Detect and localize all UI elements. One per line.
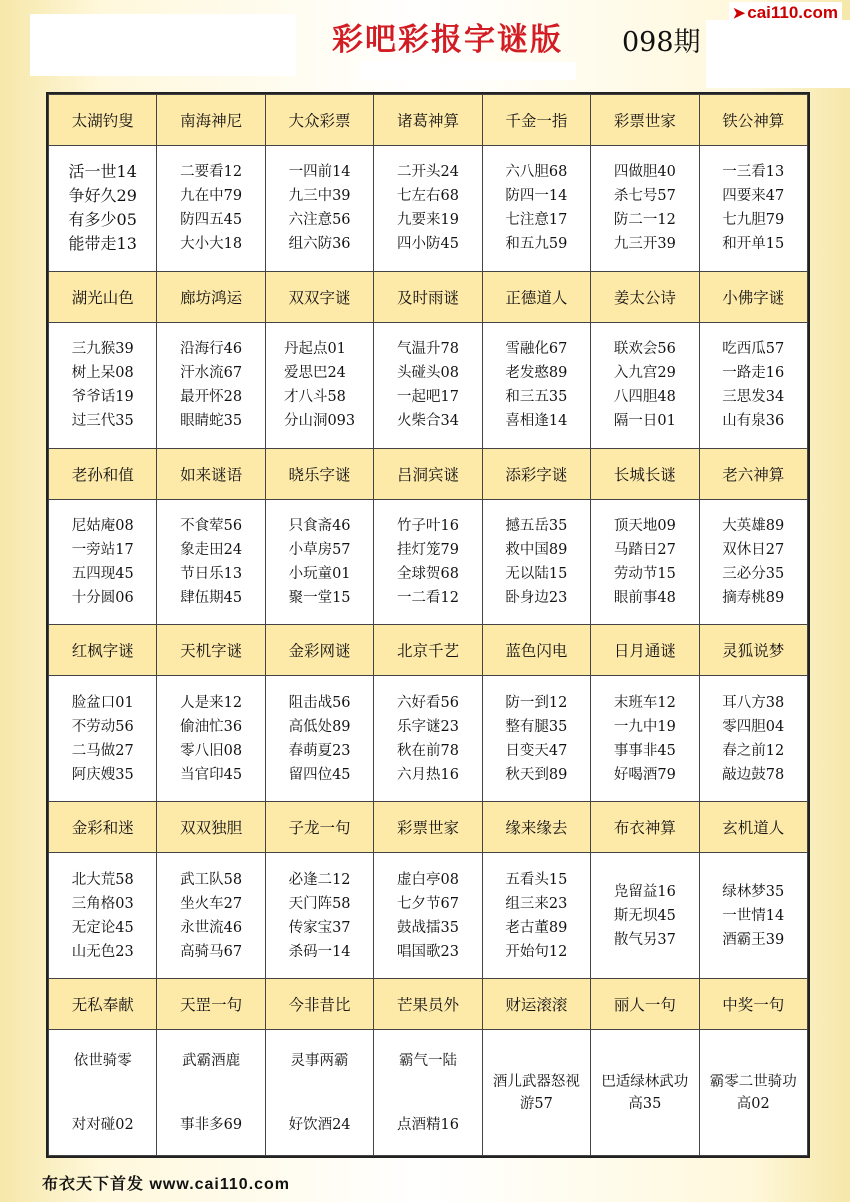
- riddle-line: 末班车12: [613, 694, 676, 711]
- riddle-line: 必逢二12: [288, 871, 351, 888]
- riddle-line: 沿海行46: [180, 341, 243, 358]
- riddle-line: 耳八方38: [722, 694, 785, 711]
- riddle-line: 喜相逢14: [505, 413, 568, 430]
- riddle-line: 小玩童01: [288, 566, 351, 583]
- column-header: 今非昔比: [265, 979, 373, 1030]
- column-header: 蓝色闪电: [482, 625, 590, 676]
- riddle-cell: [157, 853, 265, 979]
- riddle-line: 活一世14: [68, 161, 137, 181]
- column-header: 丽人一句: [591, 979, 699, 1030]
- column-header: 老六神算: [699, 448, 807, 499]
- riddle-line: 六注意56: [288, 212, 351, 229]
- riddle-line: 和五九59: [505, 236, 568, 253]
- column-header: 彩票世家: [591, 95, 699, 146]
- riddle-line: 一四前14: [288, 164, 351, 181]
- riddle-lines: [72, 868, 134, 964]
- riddle-lines: [505, 160, 567, 256]
- riddle-line: 和三五35: [505, 389, 568, 406]
- riddle-line: 组六防36: [288, 236, 351, 253]
- riddle-lines: [180, 160, 242, 256]
- riddle-line: 撼五岳35: [505, 518, 568, 535]
- riddle-lines: [289, 514, 351, 610]
- riddle-cell: [699, 676, 807, 802]
- riddle-line: 九要来19: [397, 212, 459, 229]
- header-row: [49, 979, 808, 1030]
- riddle-line: 隔一日01: [613, 413, 676, 430]
- riddle-line: 偷油忙36: [180, 718, 243, 735]
- riddle-line: 救中国89: [505, 542, 568, 559]
- riddle-line: 零八旧08: [180, 742, 243, 759]
- riddle-line: 过三代35: [71, 413, 134, 430]
- riddle-line: 小草房57: [288, 542, 351, 559]
- riddle-line: 人是来12: [180, 694, 243, 711]
- riddle-cell: [591, 145, 699, 271]
- column-header: 红枫字谜: [49, 625, 157, 676]
- riddle-line: 三角格03: [71, 895, 134, 912]
- riddle-lines: [505, 337, 567, 433]
- riddle-line: 好饮酒24: [288, 1116, 351, 1133]
- riddle-line: 二开头24: [397, 164, 459, 181]
- riddle-cell: [482, 1030, 590, 1156]
- header-row: [49, 625, 808, 676]
- riddle-line: 才八斗58: [283, 389, 346, 406]
- riddle-cell: [265, 676, 373, 802]
- riddle-line: 事非多69: [180, 1116, 243, 1133]
- riddle-line: 六八胆68: [505, 164, 568, 181]
- riddle-lines: [614, 880, 676, 952]
- riddle-lines: [157, 1049, 264, 1137]
- riddle-line: 四小防45: [397, 236, 459, 253]
- riddle-line: 聚一堂15: [288, 590, 351, 607]
- riddle-line: 鼓战擂35: [397, 919, 459, 936]
- riddle-line: 树上呆08: [71, 365, 134, 382]
- riddle-line: 七注意17: [505, 212, 568, 229]
- riddle-board: [46, 92, 810, 1158]
- riddle-line: 汗水流67: [180, 365, 243, 382]
- riddle-line: 灵事两霸: [290, 1052, 349, 1069]
- riddle-line: 唱国歌23: [397, 943, 459, 960]
- riddle-lines: [180, 337, 242, 433]
- riddle-line: 爱思巴24: [283, 365, 346, 382]
- column-header: 双双字谜: [265, 271, 373, 322]
- riddle-line: 脸盆口01: [71, 694, 134, 711]
- riddle-line: 劳动节15: [613, 566, 676, 583]
- riddle-line: 四要来47: [722, 188, 785, 205]
- riddle-line: 绿林梦35: [722, 883, 785, 900]
- riddle-lines: [397, 514, 459, 610]
- riddle-lines: [505, 691, 567, 787]
- riddle-cell: [157, 145, 265, 271]
- riddle-lines: [722, 880, 784, 952]
- riddle-lines: [614, 337, 676, 433]
- riddle-lines: [289, 691, 351, 787]
- riddle-cell: [699, 322, 807, 448]
- content-row: [49, 499, 808, 625]
- riddle-cell: [49, 322, 157, 448]
- riddle-line: 坐火车27: [180, 895, 243, 912]
- column-header: 芒果员外: [374, 979, 482, 1030]
- riddle-line: 眼睛蛇35: [180, 413, 243, 430]
- header-row: [49, 271, 808, 322]
- column-header: 中奖一句: [699, 979, 807, 1030]
- riddle-line: 摘寿桃89: [722, 590, 785, 607]
- column-header: 长城长谜: [591, 448, 699, 499]
- column-header: 吕洞宾谜: [374, 448, 482, 499]
- header-row: [49, 802, 808, 853]
- riddle-line: 传家宝37: [288, 919, 351, 936]
- header-row: [49, 448, 808, 499]
- column-header: 财运滚滚: [482, 979, 590, 1030]
- riddle-line: 丹起点01: [283, 341, 346, 358]
- riddle-line: 和开单15: [722, 236, 785, 253]
- riddle-cell: [482, 145, 590, 271]
- riddle-line: 八四胆48: [613, 389, 676, 406]
- column-header: 姜太公诗: [591, 271, 699, 322]
- riddle-cell: [374, 322, 482, 448]
- riddle-line: 六好看56: [397, 694, 459, 711]
- riddle-line: 三思发34: [722, 389, 785, 406]
- riddle-lines: [289, 868, 351, 964]
- riddle-cell: [482, 322, 590, 448]
- riddle-line: 无定论45: [71, 919, 134, 936]
- riddle-lines: [397, 868, 459, 964]
- riddle-line: 火柴合34: [397, 413, 459, 430]
- riddle-line: 十分圆06: [71, 590, 134, 607]
- riddle-line: 山有泉36: [722, 413, 785, 430]
- riddle-line: 五四现45: [71, 566, 134, 583]
- column-header: 添彩字谜: [482, 448, 590, 499]
- column-header: 双双独胆: [157, 802, 265, 853]
- riddle-line: 高骑马67: [180, 943, 243, 960]
- riddle-line: 北大荒58: [71, 871, 134, 888]
- riddle-cell: [265, 499, 373, 625]
- riddle-lines: [49, 1049, 156, 1137]
- column-header: 千金一指: [482, 95, 590, 146]
- riddle-line: 秋天到89: [505, 766, 568, 783]
- riddle-line: 争好久29: [68, 185, 137, 205]
- riddle-lines: [72, 337, 134, 433]
- riddle-line: 一旁站17: [71, 542, 134, 559]
- riddle-line: 不劳动56: [71, 718, 134, 735]
- column-header: 老孙和值: [49, 448, 157, 499]
- column-header: 如来谜语: [157, 448, 265, 499]
- riddle-line: 象走田24: [180, 542, 243, 559]
- riddle-cell: [591, 499, 699, 625]
- riddle-line: 联欢会56: [613, 341, 676, 358]
- riddle-cell: [157, 676, 265, 802]
- riddle-line: 防二一12: [613, 212, 676, 229]
- riddle-lines: [180, 868, 242, 964]
- riddle-line: 眼前事48: [613, 590, 676, 607]
- riddle-line: 酒儿武器怒视游57: [492, 1073, 580, 1112]
- riddle-line: 三必分35: [722, 566, 785, 583]
- riddle-line: 高低处89: [288, 718, 351, 735]
- riddle-line: 山无色23: [71, 943, 134, 960]
- riddle-line: 不食荤56: [180, 518, 243, 535]
- riddle-line: 二马做27: [71, 742, 134, 759]
- content-row: [49, 1030, 808, 1156]
- riddle-line: 当官印45: [180, 766, 243, 783]
- riddle-line: 一起吧17: [397, 389, 459, 406]
- riddle-line: 节日乐13: [180, 566, 243, 583]
- riddle-line: 头碰头08: [397, 365, 459, 382]
- riddle-line: 事事非45: [613, 742, 676, 759]
- riddle-cell: [49, 853, 157, 979]
- riddle-lines: [72, 691, 134, 787]
- riddle-line: 能带走13: [68, 233, 137, 253]
- riddle-line: 九在中79: [180, 188, 243, 205]
- riddle-lines: [180, 514, 242, 610]
- riddle-table: [48, 94, 808, 1156]
- riddle-line: 爷爷话19: [71, 389, 134, 406]
- riddle-line: 凫留益16: [613, 883, 676, 900]
- column-header: 日月通谜: [591, 625, 699, 676]
- riddle-cell: [374, 676, 482, 802]
- riddle-lines: [614, 514, 676, 610]
- riddle-line: 秋在前78: [397, 742, 459, 759]
- header-blank-area: [30, 14, 296, 76]
- riddle-line: 七左右68: [397, 188, 459, 205]
- riddle-cell: [699, 145, 807, 271]
- riddle-lines: [722, 514, 784, 610]
- riddle-line: 二要看12: [180, 164, 243, 181]
- riddle-cell: [374, 145, 482, 271]
- riddle-cell: [699, 1030, 807, 1156]
- riddle-line: 挂灯笼79: [397, 542, 459, 559]
- riddle-line: 霸零二世骑功高02: [709, 1073, 797, 1112]
- riddle-line: 竹子叶16: [397, 518, 459, 535]
- riddle-lines: [289, 160, 351, 256]
- header-blank-right: [706, 20, 850, 88]
- column-header: 玄机道人: [699, 802, 807, 853]
- riddle-line: 气温升78: [397, 341, 459, 358]
- riddle-line: 有多少05: [68, 209, 137, 229]
- riddle-cell: [157, 322, 265, 448]
- riddle-lines: [69, 160, 137, 256]
- riddle-line: 尼姑庵08: [71, 518, 134, 535]
- riddle-line: 虚白亭08: [397, 871, 459, 888]
- riddle-cell: [49, 499, 157, 625]
- riddle-line: 六月热16: [397, 766, 459, 783]
- riddle-cell: [265, 853, 373, 979]
- riddle-line: 马踏日27: [613, 542, 676, 559]
- content-row: [49, 145, 808, 271]
- riddle-lines: [397, 691, 459, 787]
- riddle-lines: [722, 160, 784, 256]
- riddle-lines: [614, 160, 676, 256]
- riddle-cell: [591, 322, 699, 448]
- riddle-line: 巴适绿林武功高35: [601, 1073, 689, 1112]
- riddle-cell: [591, 1030, 699, 1156]
- riddle-lines: [266, 1049, 373, 1137]
- column-header: 铁公神算: [699, 95, 807, 146]
- footer-credit: 布衣天下首发 www.cai110.com: [42, 1176, 291, 1193]
- riddle-line: 阻击战56: [288, 694, 351, 711]
- riddle-lines: [180, 691, 242, 787]
- riddle-line: 开始句12: [505, 943, 568, 960]
- riddle-line: 入九宫29: [613, 365, 676, 382]
- column-header: 大众彩票: [265, 95, 373, 146]
- site-badge-text: cai110.com: [747, 3, 838, 22]
- riddle-line: 一三看13: [722, 164, 785, 181]
- riddle-line: 一二看12: [397, 590, 459, 607]
- riddle-line: 春萌夏23: [288, 742, 351, 759]
- header-blank-strip: [360, 62, 576, 80]
- riddle-line: 一九中19: [613, 718, 676, 735]
- column-header: 南海神尼: [157, 95, 265, 146]
- riddle-line: 只食斋46: [288, 518, 351, 535]
- riddle-line: 双休日27: [722, 542, 785, 559]
- riddle-line: 点酒精16: [397, 1116, 459, 1133]
- riddle-line: 卧身边23: [505, 590, 568, 607]
- riddle-line: 防四五45: [180, 212, 243, 229]
- riddle-line: 老发憨89: [505, 365, 568, 382]
- riddle-line: 全球贺68: [397, 566, 459, 583]
- riddle-cell: [374, 1030, 482, 1156]
- header-row: [49, 95, 808, 146]
- riddle-line: 对对碰02: [71, 1116, 134, 1133]
- riddle-line: 七九胆79: [722, 212, 785, 229]
- riddle-line: 一路走16: [722, 365, 785, 382]
- column-header: 湖光山色: [49, 271, 157, 322]
- riddle-cell: [49, 676, 157, 802]
- riddle-line: 春之前12: [722, 742, 785, 759]
- riddle-cell: [374, 853, 482, 979]
- column-header: 天机字谜: [157, 625, 265, 676]
- riddle-lines: [284, 337, 355, 433]
- riddle-line: 武霸酒鹿: [182, 1052, 241, 1069]
- riddle-line: 吃西瓜57: [722, 341, 785, 358]
- riddle-cell: [591, 676, 699, 802]
- issue-number: 098期: [622, 27, 701, 58]
- riddle-line: 一世情14: [722, 907, 785, 924]
- riddle-line: 好喝酒79: [613, 766, 676, 783]
- riddle-cell: [374, 499, 482, 625]
- arrow-icon: ➤: [732, 5, 746, 22]
- riddle-cell: [482, 676, 590, 802]
- riddle-line: 九三开39: [613, 236, 676, 253]
- content-row: [49, 676, 808, 802]
- column-header: 晓乐字谜: [265, 448, 373, 499]
- riddle-line: 斯无坝45: [613, 907, 676, 924]
- riddle-lines: [722, 691, 784, 787]
- riddle-lines: [505, 514, 567, 610]
- riddle-line: 阿庆嫂35: [71, 766, 134, 783]
- column-header: 金彩网谜: [265, 625, 373, 676]
- riddle-line: 九三中39: [288, 188, 351, 205]
- riddle-cell: [265, 1030, 373, 1156]
- riddle-line: 日变天47: [505, 742, 568, 759]
- riddle-line: 最开怀28: [180, 389, 243, 406]
- column-header: 无私奉献: [49, 979, 157, 1030]
- riddle-lines: [397, 337, 459, 433]
- content-row: [49, 322, 808, 448]
- riddle-line: 永世流46: [180, 919, 243, 936]
- riddle-line: 老古董89: [505, 919, 568, 936]
- column-header: 廊坊鸿运: [157, 271, 265, 322]
- riddle-line: 防一到12: [505, 694, 568, 711]
- riddle-line: 分山洞093: [283, 413, 356, 430]
- riddle-line: 大英雄89: [722, 518, 785, 535]
- column-header: 诸葛神算: [374, 95, 482, 146]
- riddle-line: 武工队58: [180, 871, 243, 888]
- column-header: 天罡一句: [157, 979, 265, 1030]
- riddle-lines: [614, 691, 676, 787]
- riddle-line: 三九猴39: [71, 341, 134, 358]
- column-header: 北京千艺: [374, 625, 482, 676]
- riddle-cell: [157, 1030, 265, 1156]
- riddle-line: 大小大18: [180, 236, 243, 253]
- column-header: 小佛字谜: [699, 271, 807, 322]
- column-header: 正德道人: [482, 271, 590, 322]
- column-header: 及时雨谜: [374, 271, 482, 322]
- riddle-line: 防四一14: [505, 188, 568, 205]
- riddle-cell: [699, 853, 807, 979]
- riddle-line: 组三来23: [505, 895, 568, 912]
- riddle-cell: [699, 499, 807, 625]
- riddle-line: 散气另37: [613, 931, 676, 948]
- riddle-lines: [72, 514, 134, 610]
- riddle-line: 留四位45: [288, 766, 351, 783]
- riddle-cell: [157, 499, 265, 625]
- riddle-line: 依世骑零: [73, 1052, 132, 1069]
- riddle-line: 五看头15: [505, 871, 568, 888]
- riddle-line: 霸气一陆: [398, 1052, 457, 1069]
- content-row: [49, 853, 808, 979]
- riddle-line: 敲边鼓78: [722, 766, 785, 783]
- site-badge[interactable]: [729, 2, 842, 24]
- riddle-cell: [265, 322, 373, 448]
- riddle-cell: [482, 499, 590, 625]
- riddle-line: 乐字谜23: [397, 718, 459, 735]
- riddle-line: 天门阵58: [288, 895, 351, 912]
- riddle-cell: [591, 853, 699, 979]
- riddle-line: 雪融化67: [505, 341, 568, 358]
- riddle-line: 四做胆40: [613, 164, 676, 181]
- riddle-cell: [265, 145, 373, 271]
- column-header: 缘来缘去: [482, 802, 590, 853]
- column-header: 金彩和迷: [49, 802, 157, 853]
- riddle-cell: [49, 1030, 157, 1156]
- column-header: 彩票世家: [374, 802, 482, 853]
- riddle-line: 零四胆04: [722, 718, 785, 735]
- riddle-cell: [49, 145, 157, 271]
- riddle-lines: [397, 160, 459, 256]
- riddle-cell: [482, 853, 590, 979]
- column-header: 太湖钓叟: [49, 95, 157, 146]
- riddle-line: 无以陆15: [505, 566, 568, 583]
- riddle-line: 整有腿35: [505, 718, 568, 735]
- riddle-lines: [374, 1049, 481, 1137]
- riddle-line: 杀码一14: [288, 943, 351, 960]
- riddle-line: 顶天地09: [613, 518, 676, 535]
- column-header: 灵狐说梦: [699, 625, 807, 676]
- riddle-line: 肆伍期45: [180, 590, 243, 607]
- riddle-line: 杀七号57: [613, 188, 676, 205]
- column-header: 布衣神算: [591, 802, 699, 853]
- riddle-line: 七夕节67: [397, 895, 459, 912]
- page-title: 彩吧彩报字谜版: [332, 22, 563, 58]
- column-header: 子龙一句: [265, 802, 373, 853]
- riddle-lines: [722, 337, 784, 433]
- riddle-lines: [505, 868, 567, 964]
- riddle-line: 酒霸王39: [722, 931, 785, 948]
